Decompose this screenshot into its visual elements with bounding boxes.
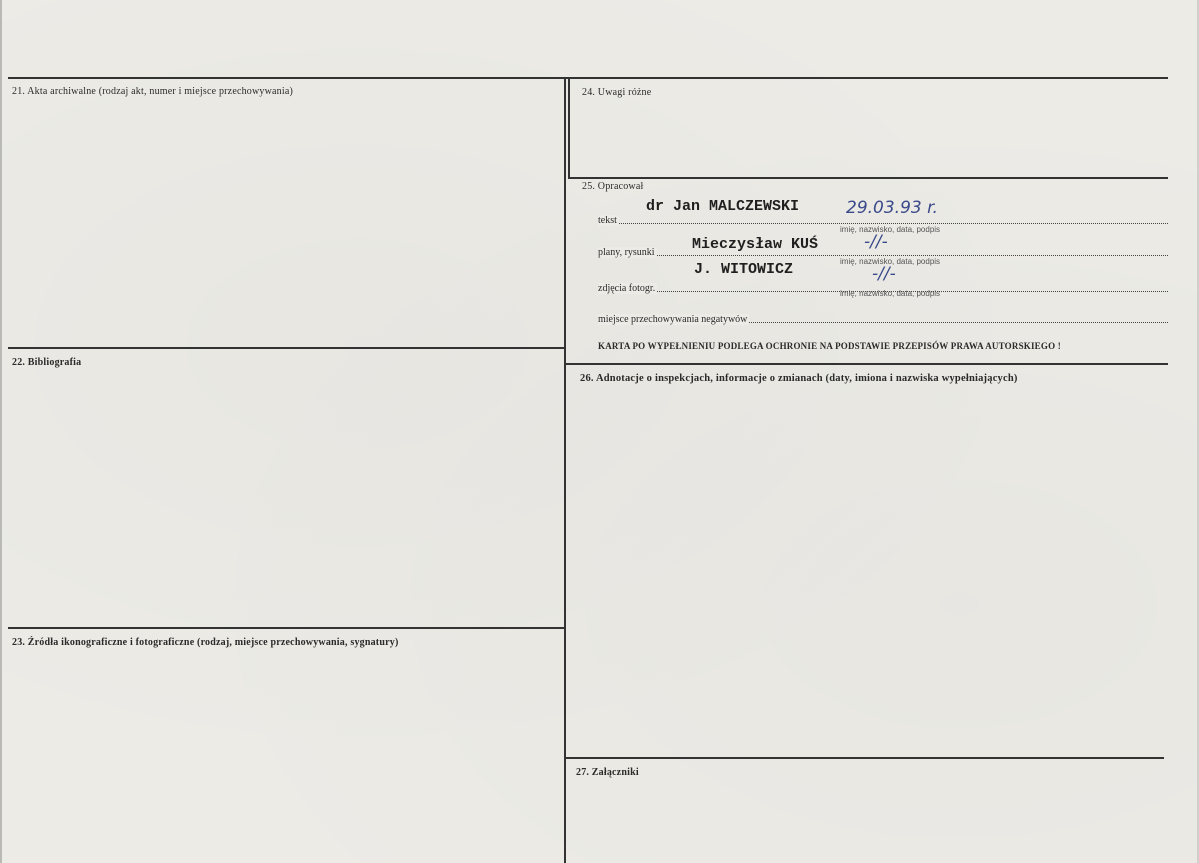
tekst-hint: imię, nazwisko, data, podpis: [840, 225, 941, 234]
zdjecia-hint: imię, nazwisko, data, podpis: [840, 289, 941, 298]
center-divider: [564, 77, 566, 863]
section-23-label: 23. Źródła ikonograficzne i fotograficzne (rodzaj, miejsce przechowywania, sygnatury): [12, 637, 399, 648]
copyright-notice: KARTA PO WYPEŁNIENIU PODLEGA OCHRONIE NA PODSTAWIE PRZEPISÓW PRAWA AUTORSKIEGO !: [598, 341, 1061, 351]
section-26-label: 26. Adnotacje o inspekcjach, informacje o zmianach (daty, imiona i nazwiska wypełniających): [580, 373, 1018, 384]
right-divider-top: [568, 77, 570, 177]
row-negatywy: [598, 311, 1168, 325]
section-24-label: 24. Uwagi różne: [582, 87, 652, 98]
zdjecia-typed-name: J. WITOWICZ: [694, 261, 794, 278]
section-22-label: 22. Bibliografia: [12, 357, 82, 368]
tekst-typed-name: dr Jan MALCZEWSKI: [646, 198, 800, 215]
rule-21-22: [8, 347, 566, 349]
plany-typed-name: Mieczysław KUŚ: [692, 236, 819, 253]
section-25-label: 25. Opracował: [582, 181, 644, 192]
tekst-label: tekst: [598, 215, 617, 226]
negatywy-label: miejsce przechowywania negatywów: [598, 314, 748, 325]
zdjecia-label: zdjęcia fotogr.: [598, 283, 656, 294]
plany-handwritten-mark: -//-: [864, 232, 888, 252]
tekst-handwritten-date: 29.03.93 r.: [846, 198, 938, 218]
card-edge-left: [0, 0, 2, 863]
rule-24-25: [568, 177, 1168, 179]
plany-hint: imię, nazwisko, data, podpis: [840, 257, 941, 266]
rule-22-23: [8, 627, 566, 629]
rule-26-27: [566, 757, 1164, 759]
plany-label: plany, rysunki: [598, 247, 655, 258]
section-27-label: 27. Załączniki: [576, 767, 639, 778]
rule-25-26: [566, 363, 1168, 365]
zdjecia-handwritten-mark: -//-: [872, 264, 896, 284]
section-21-label: 21. Akta archiwalne (rodzaj akt, numer i miejsce przechowywania): [12, 86, 294, 97]
top-rule: [8, 77, 1168, 79]
